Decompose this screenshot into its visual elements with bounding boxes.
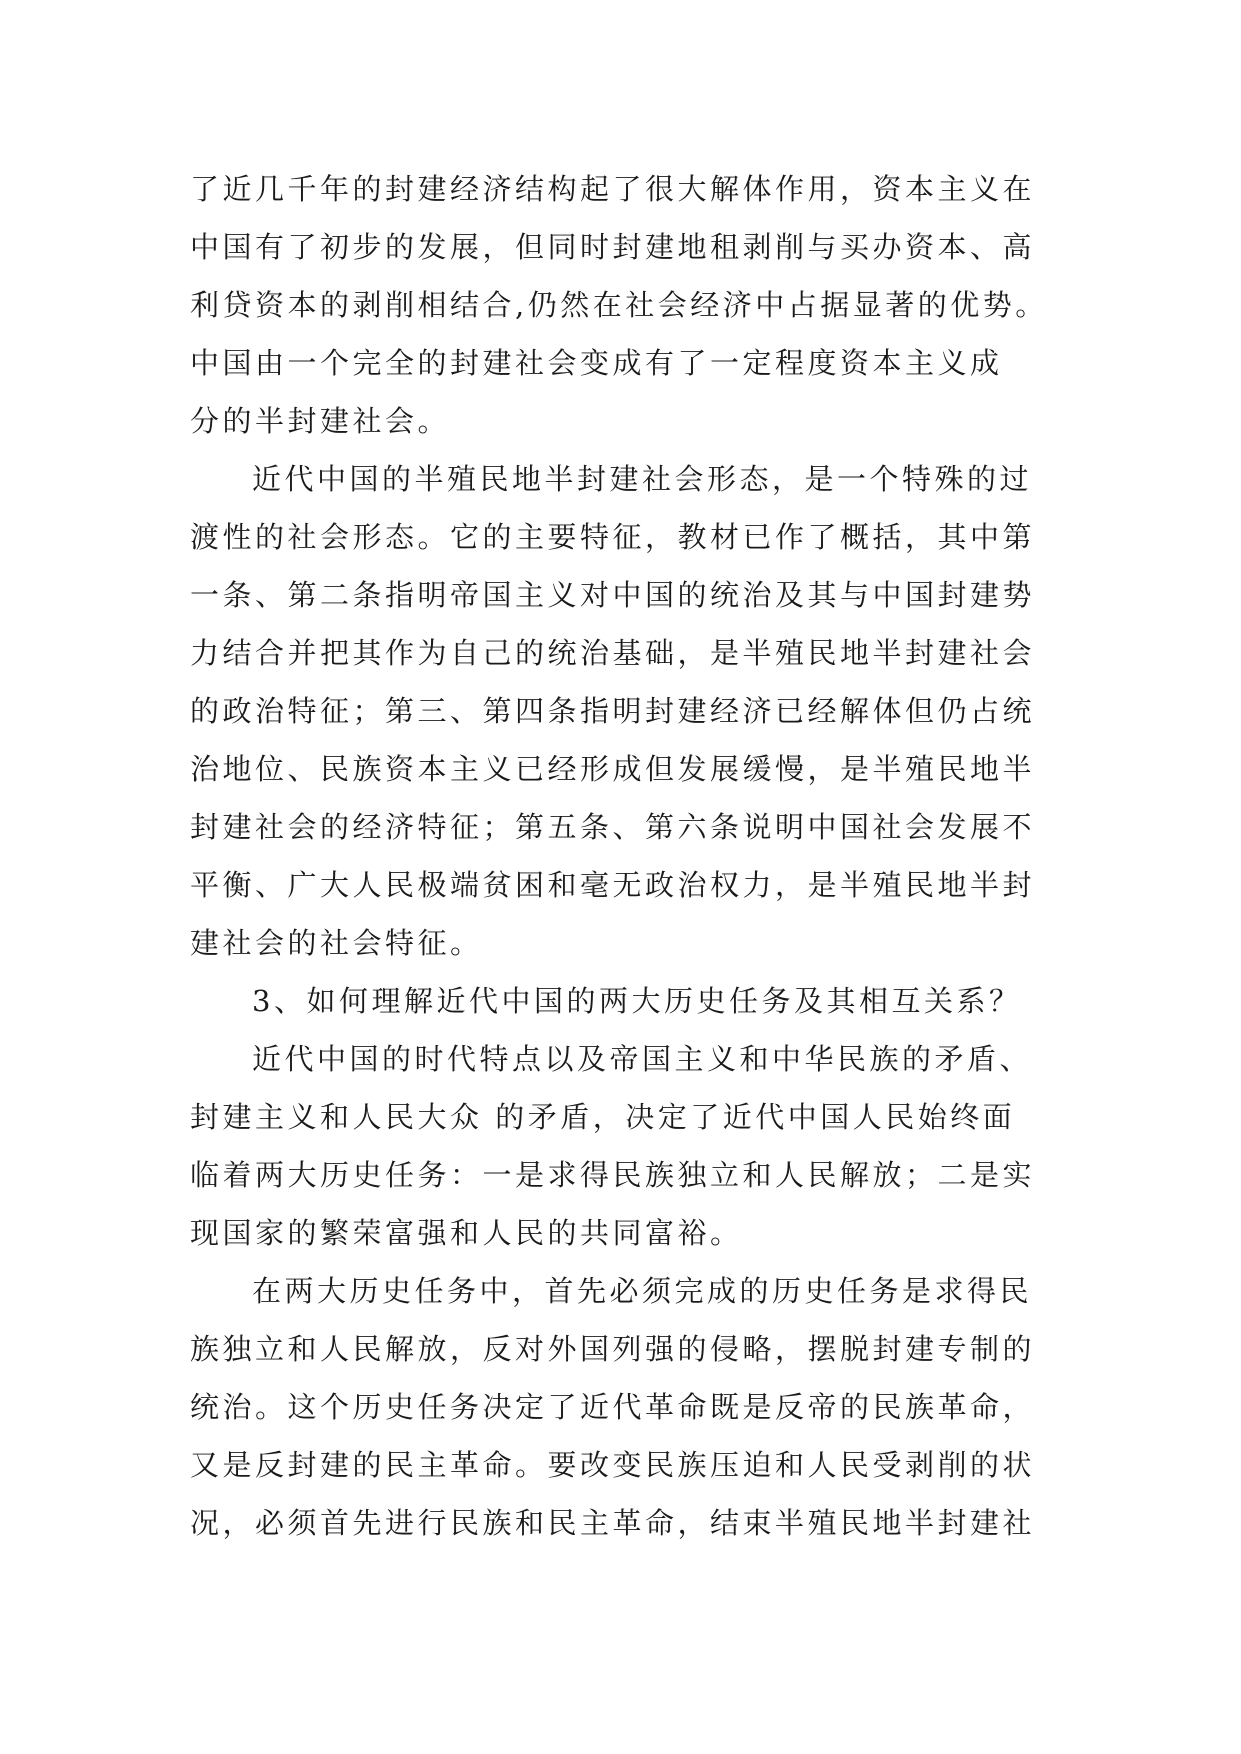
text-line: 了近几千年的封建经济结构起了很大解体作用，资本主义在	[190, 172, 1036, 206]
text-line: 况，必须首先进行民族和民主革命，结束半殖民地半封建社	[190, 1506, 1036, 1540]
text-line: 力结合并把其作为自己的统治基础，是半殖民地半封建社会	[190, 636, 1036, 670]
text-line: 临着两大历史任务：一是求得民族独立和人民解放；二是实	[190, 1158, 1036, 1192]
paragraph-start-line: 近代中国的时代特点以及帝国主义和中华民族的矛盾、	[252, 1042, 1033, 1076]
text-line: 中国由一个完全的封建社会变成有了一定程度资本主义成	[190, 346, 1003, 380]
question-heading: 3、如何理解近代中国的两大历史任务及其相互关系？	[252, 984, 1022, 1018]
text-line: 治地位、民族资本主义已经形成但发展缓慢，是半殖民地半	[190, 752, 1036, 786]
text-line: 统治。这个历史任务决定了近代革命既是反帝的民族革命，	[190, 1390, 1036, 1424]
text-line: 现国家的繁荣富强和人民的共同富裕。	[190, 1216, 743, 1250]
text-line: 族独立和人民解放，反对外国列强的侵略，摆脱封建专制的	[190, 1332, 1036, 1366]
text-line: 一条、第二条指明帝国主义对中国的统治及其与中国封建势	[190, 578, 1036, 612]
body-text	[190, 160, 1090, 1552]
text-line: 平衡、广大人民极端贫困和毫无政治权力，是半殖民地半封	[190, 868, 1036, 902]
paragraph-start-line: 近代中国的半殖民地半封建社会形态，是一个特殊的过	[252, 462, 1033, 496]
paragraph-start-line: 在两大历史任务中，首先必须完成的历史任务是求得民	[252, 1274, 1033, 1308]
text-line: 利贷资本的剥削相结合,仍然在社会经济中占据显著的优势。	[190, 288, 1048, 322]
text-line: 建社会的社会特征。	[190, 926, 483, 960]
text-line: 封建主义和人民大众 的矛盾，决定了近代中国人民始终面	[190, 1100, 1016, 1134]
text-line: 封建社会的经济特征；第五条、第六条说明中国社会发展不	[190, 810, 1036, 844]
text-line: 中国有了初步的发展，但同时封建地租剥削与买办资本、高	[190, 230, 1036, 264]
text-line: 又是反封建的民主革命。要改变民族压迫和人民受剥削的状	[190, 1448, 1036, 1482]
text-line: 分的半封建社会。	[190, 404, 451, 438]
text-line: 的政治特征；第三、第四条指明封建经济已经解体但仍占统	[190, 694, 1036, 728]
text-line: 渡性的社会形态。它的主要特征，教材已作了概括，其中第	[190, 520, 1036, 554]
